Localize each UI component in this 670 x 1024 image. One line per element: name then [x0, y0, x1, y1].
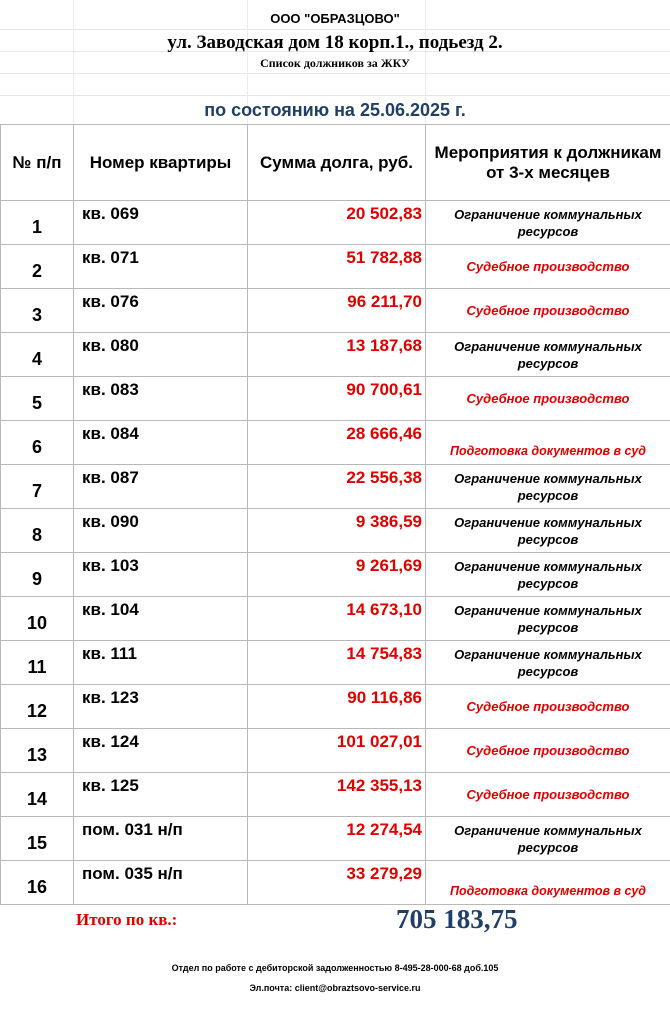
debt-measure: Ограничение коммунальных ресурсов [426, 817, 670, 861]
table-row [1, 773, 670, 817]
apartment-number: кв. 084 [74, 421, 248, 465]
table-row [1, 553, 670, 597]
row-number: 11 [1, 641, 74, 685]
debtors-table [0, 124, 670, 905]
column-header-measures: Мероприятия к должникам от 3-х месяцев [426, 125, 670, 201]
debt-amount: 13 187,68 [248, 333, 426, 377]
debt-amount: 14 673,10 [248, 597, 426, 641]
apartment-number: кв. 104 [74, 597, 248, 641]
apartment-number: кв. 123 [74, 685, 248, 729]
row-number: 7 [1, 465, 74, 509]
debt-amount: 101 027,01 [248, 729, 426, 773]
row-number: 4 [1, 333, 74, 377]
document-subtitle: Список должников за ЖКУ [260, 56, 410, 70]
row-number: 14 [1, 773, 74, 817]
apartment-number: кв. 125 [74, 773, 248, 817]
apartment-number: пом. 035 н/п [74, 861, 248, 905]
debt-measure: Судебное производство [426, 377, 670, 421]
apartment-number: кв. 103 [74, 553, 248, 597]
column-header-apartment: Номер квартиры [74, 125, 248, 201]
column-header-debt-amount: Сумма долга, руб. [248, 125, 426, 201]
debt-amount: 9 261,69 [248, 553, 426, 597]
row-number: 15 [1, 817, 74, 861]
debt-measure: Судебное производство [426, 729, 670, 773]
debt-measure: Подготовка документов в суд [426, 421, 670, 465]
row-number: 8 [1, 509, 74, 553]
apartment-number: кв. 083 [74, 377, 248, 421]
row-number: 9 [1, 553, 74, 597]
apartment-number: кв. 124 [74, 729, 248, 773]
row-number: 3 [1, 289, 74, 333]
debt-amount: 90 116,86 [248, 685, 426, 729]
row-number: 6 [1, 421, 74, 465]
apartment-number: кв. 111 [74, 641, 248, 685]
debt-measure: Судебное производство [426, 773, 670, 817]
table-row [1, 685, 670, 729]
apartment-number: пом. 031 н/п [74, 817, 248, 861]
total-value: 705 183,75 [396, 904, 518, 934]
table-row [1, 421, 670, 465]
row-number: 16 [1, 861, 74, 905]
row-number: 12 [1, 685, 74, 729]
debt-measure: Ограничение коммунальных ресурсов [426, 333, 670, 377]
debt-amount: 33 279,29 [248, 861, 426, 905]
debt-measure: Ограничение коммунальных ресурсов [426, 553, 670, 597]
debt-amount: 9 386,59 [248, 509, 426, 553]
table-row [1, 861, 670, 905]
debt-measure: Судебное производство [426, 289, 670, 333]
sheet-gridline [0, 73, 670, 74]
apartment-number: кв. 080 [74, 333, 248, 377]
debt-measure: Судебное производство [426, 685, 670, 729]
debt-measure: Подготовка документов в суд [426, 861, 670, 905]
table-row [1, 245, 670, 289]
debt-amount: 20 502,83 [248, 201, 426, 245]
debt-amount: 22 556,38 [248, 465, 426, 509]
debt-amount: 51 782,88 [248, 245, 426, 289]
as-of-date: по состоянию на 25.06.2025 г. [204, 100, 466, 120]
apartment-number: кв. 090 [74, 509, 248, 553]
table-row [1, 597, 670, 641]
table-row [1, 509, 670, 553]
debt-measure: Ограничение коммунальных ресурсов [426, 201, 670, 245]
table-row [1, 641, 670, 685]
debt-measure: Судебное производство [426, 245, 670, 289]
debt-measure: Ограничение коммунальных ресурсов [426, 641, 670, 685]
table-row [1, 817, 670, 861]
debt-measure: Ограничение коммунальных ресурсов [426, 465, 670, 509]
debt-amount: 96 211,70 [248, 289, 426, 333]
sheet-gridline [0, 95, 670, 96]
column-header-number: № п/п [1, 125, 74, 201]
debt-amount: 90 700,61 [248, 377, 426, 421]
table-row [1, 289, 670, 333]
table-row [1, 465, 670, 509]
contact-email: Эл.почта: client@obraztsovo-service.ru [249, 983, 421, 993]
table-row [1, 201, 670, 245]
table-header-row [1, 125, 670, 201]
row-number: 2 [1, 245, 74, 289]
debt-measure: Ограничение коммунальных ресурсов [426, 509, 670, 553]
table-row [1, 729, 670, 773]
row-number: 5 [1, 377, 74, 421]
total-label: Итого по кв.: [76, 910, 178, 929]
apartment-number: кв. 087 [74, 465, 248, 509]
debt-amount: 28 666,46 [248, 421, 426, 465]
debt-measure: Ограничение коммунальных ресурсов [426, 597, 670, 641]
debt-amount: 12 274,54 [248, 817, 426, 861]
row-number: 1 [1, 201, 74, 245]
row-number: 10 [1, 597, 74, 641]
table-row [1, 377, 670, 421]
building-address: ул. Заводская дом 18 корп.1., подьезд 2. [167, 32, 503, 53]
apartment-number: кв. 069 [74, 201, 248, 245]
department-contact: Отдел по работе с дебиторской задолженностью 8-495-28-000-68 доб.105 [171, 963, 499, 973]
row-number: 13 [1, 729, 74, 773]
table-row [1, 333, 670, 377]
debt-amount: 14 754,83 [248, 641, 426, 685]
debt-amount: 142 355,13 [248, 773, 426, 817]
apartment-number: кв. 076 [74, 289, 248, 333]
apartment-number: кв. 071 [74, 245, 248, 289]
sheet-gridline [0, 29, 670, 30]
company-name: ООО "ОБРАЗЦОВО" [270, 11, 400, 26]
